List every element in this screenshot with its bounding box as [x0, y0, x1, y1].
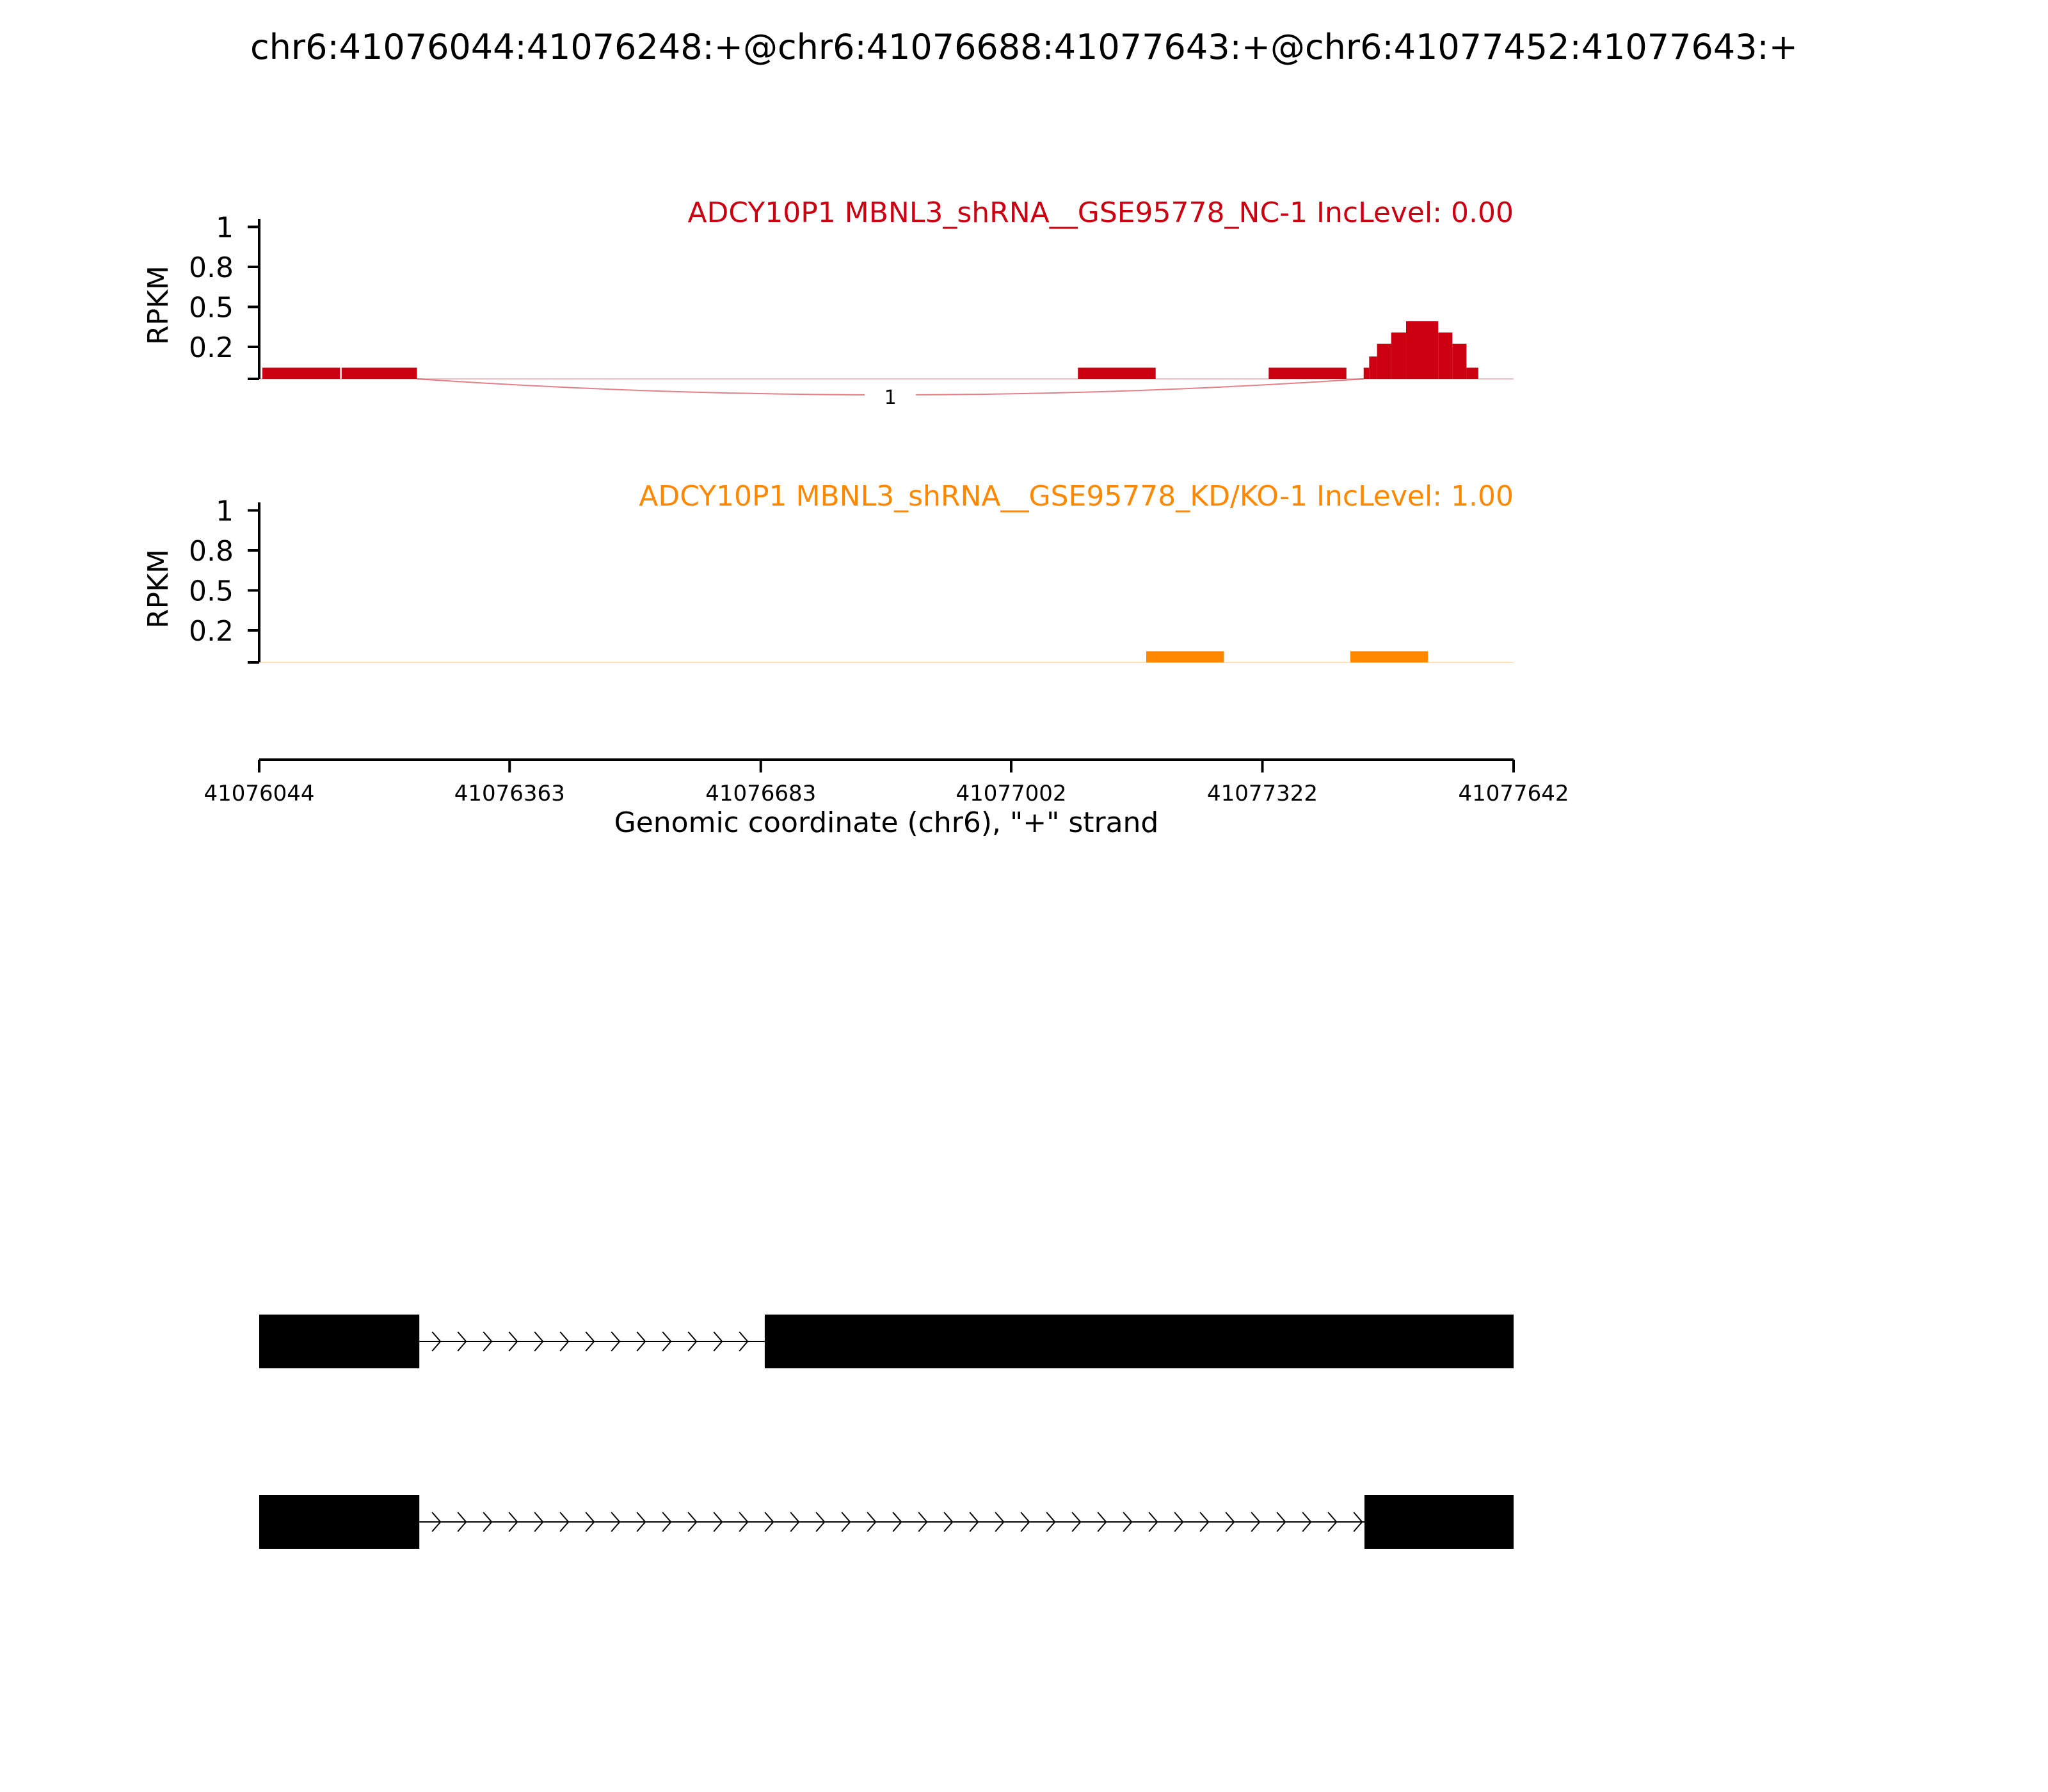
x-tick-label: 41077642	[1458, 781, 1569, 806]
exon-block	[1364, 1495, 1514, 1549]
coverage-bar	[262, 368, 340, 380]
coverage-bar	[1268, 368, 1346, 380]
isoform-tracks	[259, 1315, 1514, 1549]
coverage-bar	[342, 368, 417, 380]
exon-block	[259, 1495, 419, 1549]
coverage-bar	[1406, 321, 1438, 379]
x-axis-label: Genomic coordinate (chr6), "+" strand	[614, 806, 1159, 839]
track-title: ADCY10P1 MBNL3_shRNA__GSE95778_KD/KO-1 IncLevel: 1.00	[639, 480, 1514, 513]
sashimi-panel-kd	[142, 480, 1514, 662]
y-axis-label: RPKM	[142, 549, 175, 628]
coverage-bar	[1350, 652, 1428, 663]
coverage-bar	[1391, 333, 1406, 380]
y-tick-label: 0.8	[189, 535, 234, 568]
isoform-model	[259, 1495, 1514, 1549]
exon-block	[259, 1315, 419, 1368]
x-tick-label: 41077002	[956, 781, 1067, 806]
coverage-bar	[1369, 356, 1377, 379]
coverage-bar	[1438, 333, 1452, 380]
coverage-bar	[1377, 344, 1391, 379]
coverage-bar	[1452, 344, 1466, 379]
exon-block	[765, 1315, 1514, 1368]
x-tick-label: 41076044	[204, 781, 315, 806]
y-tick-label: 0.2	[189, 615, 234, 648]
genomic-x-axis	[204, 760, 1569, 806]
y-tick-label: 1	[216, 495, 234, 528]
coverage-bar	[1078, 368, 1155, 380]
y-tick-label: 0.2	[189, 332, 234, 364]
y-tick-label: 0.8	[189, 252, 234, 284]
y-tick-label: 1	[216, 211, 234, 244]
junction-count-label: 1	[884, 387, 897, 409]
x-tick-label: 41077322	[1206, 781, 1318, 806]
isoform-model	[259, 1315, 1514, 1368]
chart-title: chr6:41076044:41076248:+@chr6:41076688:41077643:+@chr6:41077452:41077643:+	[250, 27, 1798, 67]
y-tick-label: 0.5	[189, 575, 234, 608]
coverage-bar	[1466, 368, 1478, 380]
track-title: ADCY10P1 MBNL3_shRNA__GSE95778_NC-1 IncLevel: 0.00	[687, 196, 1514, 229]
coverage-bar	[1364, 368, 1370, 380]
coverage-bar	[1146, 652, 1224, 663]
x-tick-label: 41076683	[705, 781, 817, 806]
sashimi-panel-nc	[142, 196, 1514, 411]
y-tick-label: 0.5	[189, 291, 234, 324]
y-axis-label: RPKM	[142, 266, 175, 345]
x-tick-label: 41076363	[454, 781, 565, 806]
